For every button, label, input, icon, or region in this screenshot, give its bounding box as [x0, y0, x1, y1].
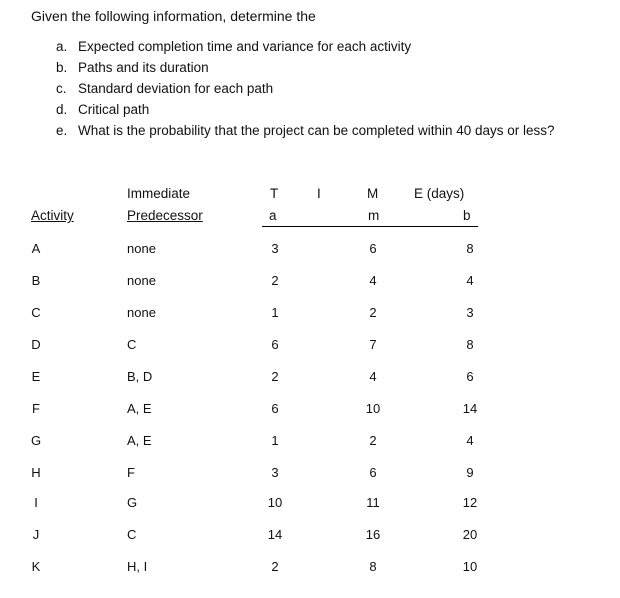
cell-a: 3 [271, 465, 279, 480]
cell-a: 10 [267, 495, 283, 510]
cell-activity: H [31, 465, 41, 480]
cell-a: 3 [271, 241, 279, 256]
cell-m: 16 [365, 527, 381, 542]
question-letter: a. [56, 39, 68, 54]
cell-m: 4 [369, 369, 377, 384]
question-text: Paths and its duration [78, 60, 209, 75]
cell-activity: G [30, 433, 42, 448]
cell-predecessor: none [127, 241, 156, 256]
cell-activity: F [32, 401, 40, 416]
cell-activity: B [31, 273, 41, 288]
cell-a: 2 [271, 559, 279, 574]
cell-m: 4 [369, 273, 377, 288]
intro-text: Given the following information, determine the [31, 8, 316, 24]
header-m: m [368, 208, 380, 223]
cell-predecessor: H, I [127, 559, 148, 574]
header-e-days: E (days) [414, 186, 465, 201]
cell-a: 2 [271, 273, 279, 288]
cell-m: 2 [369, 305, 377, 320]
cell-b: 4 [466, 433, 474, 448]
cell-activity: J [32, 527, 40, 542]
cell-m: 7 [369, 337, 377, 352]
cell-activity: C [31, 305, 41, 320]
cell-predecessor: C [127, 527, 137, 542]
cell-activity: D [31, 337, 41, 352]
cell-b: 20 [462, 527, 478, 542]
header-underline [262, 226, 478, 227]
question-b [56, 60, 209, 75]
cell-predecessor: G [127, 495, 138, 510]
cell-m: 10 [365, 401, 381, 416]
question-text: Expected completion time and variance for each activity [78, 39, 412, 54]
question-c [56, 81, 273, 96]
cell-a: 2 [271, 369, 279, 384]
header-a: a [269, 208, 277, 223]
header-b: b [463, 208, 471, 223]
question-d [56, 102, 149, 117]
cell-b: 9 [466, 465, 474, 480]
cell-b: 8 [466, 241, 474, 256]
header-m-top: M [367, 186, 379, 201]
question-letter: b. [56, 60, 68, 75]
question-letter: c. [56, 81, 67, 96]
cell-m: 8 [369, 559, 377, 574]
cell-m: 6 [369, 241, 377, 256]
cell-b: 6 [466, 369, 474, 384]
question-text: Standard deviation for each path [78, 81, 274, 96]
cell-a: 1 [271, 433, 279, 448]
cell-a: 6 [271, 337, 279, 352]
cell-predecessor: A, E [127, 401, 152, 416]
cell-activity: K [31, 559, 41, 574]
cell-activity: I [34, 495, 38, 510]
header-t: T [270, 186, 279, 201]
question-a [56, 39, 411, 54]
cell-m: 2 [369, 433, 377, 448]
cell-m: 6 [369, 465, 377, 480]
cell-predecessor: B, D [127, 369, 153, 384]
cell-predecessor: F [127, 465, 135, 480]
question-text: What is the probability that the project can be completed within 40 days or less? [78, 123, 555, 138]
header-i: I [317, 186, 321, 201]
cell-predecessor: none [127, 305, 156, 320]
question-text: Critical path [78, 102, 150, 117]
question-e [56, 123, 555, 138]
cell-activity: E [31, 369, 41, 384]
question-letter: d. [56, 102, 68, 117]
cell-a: 1 [271, 305, 279, 320]
cell-predecessor: C [127, 337, 137, 352]
cell-m: 11 [366, 495, 380, 510]
header-predecessor: Predecessor [127, 208, 203, 223]
cell-b: 8 [466, 337, 474, 352]
question-letter: e. [56, 123, 68, 138]
cell-b: 14 [462, 401, 478, 416]
cell-a: 6 [271, 401, 279, 416]
cell-predecessor: none [127, 273, 156, 288]
cell-b: 3 [466, 305, 474, 320]
header-immediate: Immediate [127, 186, 191, 201]
cell-b: 4 [466, 273, 474, 288]
cell-activity: A [31, 241, 41, 256]
cell-b: 12 [462, 495, 478, 510]
cell-a: 14 [267, 527, 283, 542]
cell-predecessor: A, E [127, 433, 152, 448]
cell-b: 10 [462, 559, 478, 574]
header-activity: Activity [31, 208, 74, 223]
